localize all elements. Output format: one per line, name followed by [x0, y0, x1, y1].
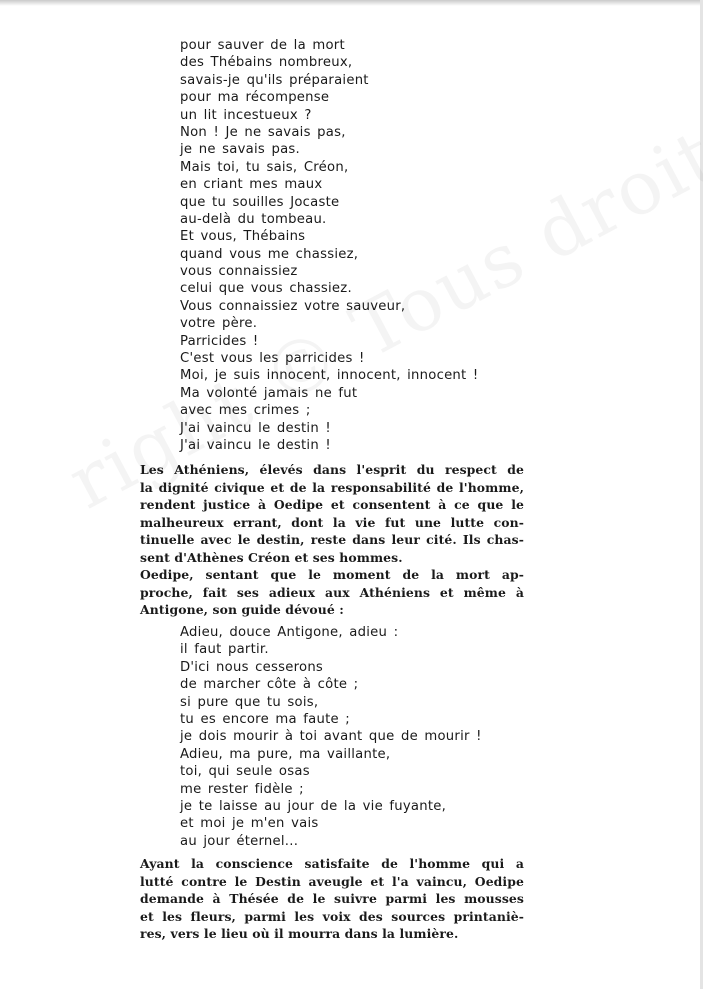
- verse-line: avec mes crimes ;: [180, 403, 311, 419]
- prose-line: proche, fait ses adieux aux Athéniens et même à: [140, 584, 524, 600]
- verse-line: Mais toi, tu sais, Créon,: [180, 159, 349, 175]
- verse-line: Vous connaissiez votre sauveur,: [180, 298, 406, 314]
- prose-line: rendent justice à Oedipe et consentent à ce que le: [140, 497, 524, 513]
- prose-line: res, vers le lieu où il mourra dans la lumière.: [140, 926, 459, 942]
- verse-line: il faut partir.: [180, 642, 269, 658]
- verse-line: votre père.: [180, 316, 258, 332]
- verse-line: C'est vous les parricides !: [180, 351, 365, 367]
- prose-line: Ayant la conscience satisfaite de l'homme qui a: [140, 856, 524, 871]
- verse-line: Non ! Je ne savais pas,: [180, 124, 346, 140]
- prose-line: malheureux errant, dont la vie fut une lutte con-: [140, 514, 524, 530]
- prose-line: la dignité civique et de la responsabilité de l'homme,: [140, 479, 524, 495]
- verse-line: savais-je qu'ils préparaient: [180, 72, 369, 88]
- verse-line: Parricides !: [180, 333, 259, 349]
- verse-line: vous connaissiez: [180, 264, 298, 280]
- verse-line: en criant mes maux: [180, 177, 323, 193]
- prose-line: et les fleurs, parmi les voix des sources printaniè-: [140, 908, 524, 924]
- verse-line: pour sauver de la mort: [180, 38, 345, 53]
- verse-line: au-delà du tombeau.: [180, 211, 327, 227]
- verse-line: D'ici nous cesserons: [180, 659, 324, 675]
- verse-line: un lit incestueux ?: [180, 107, 312, 123]
- verse-line: je dois mourir à toi avant que de mourir !: [180, 729, 482, 745]
- verse-line: tu es encore ma faute ;: [180, 711, 350, 727]
- verse-line: si pure que tu sois,: [180, 694, 319, 710]
- verse-line: Ma volonté jamais ne fut: [180, 385, 358, 401]
- page-top-edge: [0, 0, 703, 6]
- verse-block-farewell-antigone: [180, 624, 482, 850]
- verse-line: des Thébains nombreux,: [180, 55, 353, 71]
- prose-line: sent d'Athènes Créon et ses hommes.: [140, 549, 403, 565]
- verse-line: et moi je m'en vais: [180, 816, 319, 832]
- prose-line: Antigone, son guide dévoué :: [140, 602, 344, 618]
- prose-line: tinuelle avec le destin, reste dans leur cité. Ils chas-: [140, 532, 524, 548]
- prose-line: lutté contre le Destin aveugle et l'a vaincu, Oedipe: [140, 873, 524, 889]
- verse-line: pour ma récompense: [180, 90, 330, 106]
- verse-line: Moi, je suis innocent, innocent, innocent !: [180, 368, 479, 384]
- verse-line: Adieu, ma pure, ma vaillante,: [180, 746, 391, 762]
- verse-line: J'ai vaincu le destin !: [180, 420, 331, 436]
- prose-line: demande à Thésée de le suivre parmi les mousses: [140, 891, 524, 907]
- verse-line: je te laisse au jour de la vie fuyante,: [180, 798, 447, 814]
- prose-line: Oedipe, sentant que le moment de la mort ap-: [140, 567, 524, 582]
- prose-paragraph-athenians: [140, 461, 524, 567]
- verse-line: toi, qui seule osas: [180, 764, 310, 780]
- verse-line: me rester fidèle ;: [180, 781, 304, 797]
- prose-paragraph-farewell-intro: [140, 566, 524, 619]
- prose-line: Les Athéniens, élevés dans l'esprit du respect de: [140, 462, 524, 477]
- verse-line: celui que vous chassiez.: [180, 281, 352, 297]
- verse-line: Adieu, douce Antigone, adieu :: [180, 625, 399, 640]
- verse-line: J'ai vaincu le destin !: [180, 437, 331, 453]
- prose-paragraph-final: [140, 855, 524, 943]
- verse-block-oedipus-lament: [180, 37, 478, 454]
- verse-line: Et vous, Thébains: [180, 229, 306, 245]
- verse-line: quand vous me chassiez,: [180, 246, 359, 262]
- verse-line: que tu souilles Jocaste: [180, 194, 340, 210]
- verse-line: de marcher côte à côte ;: [180, 677, 359, 693]
- verse-line: au jour éternel...: [180, 833, 299, 849]
- verse-line: je ne savais pas.: [180, 142, 300, 158]
